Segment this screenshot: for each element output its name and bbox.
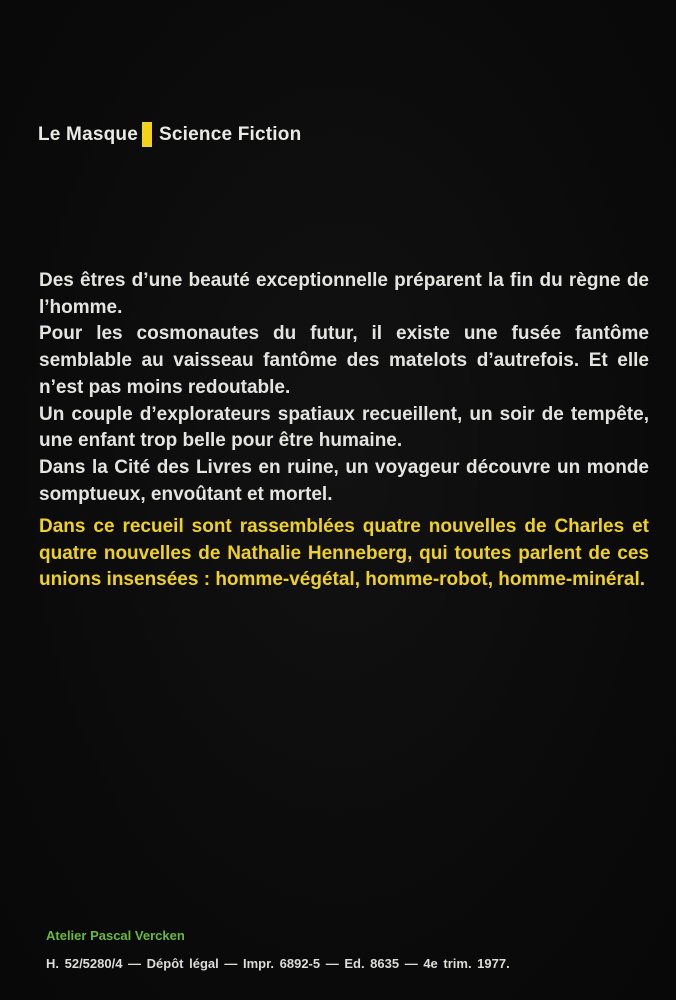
yellow-bar-divider xyxy=(142,122,152,147)
blurb-text xyxy=(39,268,649,508)
blurb-paragraph: Des êtres d’une beauté exceptionnelle préparent la fin du règne de l’homme. xyxy=(39,270,649,318)
design-credit: Atelier Pascal Vercken xyxy=(46,928,185,943)
blurb-paragraph: Dans la Cité des Livres en ruine, un voyageur découvre un monde somptueux, envoûtant et mortel. xyxy=(39,456,649,505)
blurb-paragraph: Pour les cosmonautes du futur, il existe une fusée fantôme semblable au vaisseau fantôme des matelots d’autrefois. Et elle n’est pas moins redoutable. xyxy=(39,323,649,398)
collection-summary: Dans ce recueil sont rassemblées quatre nouvelles de Charles et quatre nouvelles de Nathalie Henneberg, qui toutes parlent de ces unions insensées : homme-végétal, homme-robot, homme-minéral. xyxy=(39,516,649,590)
blurb-paragraph: Un couple d’explorateurs spatiaux recueillent, un soir de tempête, une enfant trop belle pour être humaine. xyxy=(39,403,649,452)
series-name-right: Science Fiction xyxy=(159,123,302,145)
series-header xyxy=(38,122,301,147)
legal-deposit-line: H. 52/5280/4 — Dépôt légal — Impr. 6892-5 — Ed. 8635 — 4e trim. 1977. xyxy=(46,956,510,971)
series-name-left: Le Masque xyxy=(38,123,138,145)
